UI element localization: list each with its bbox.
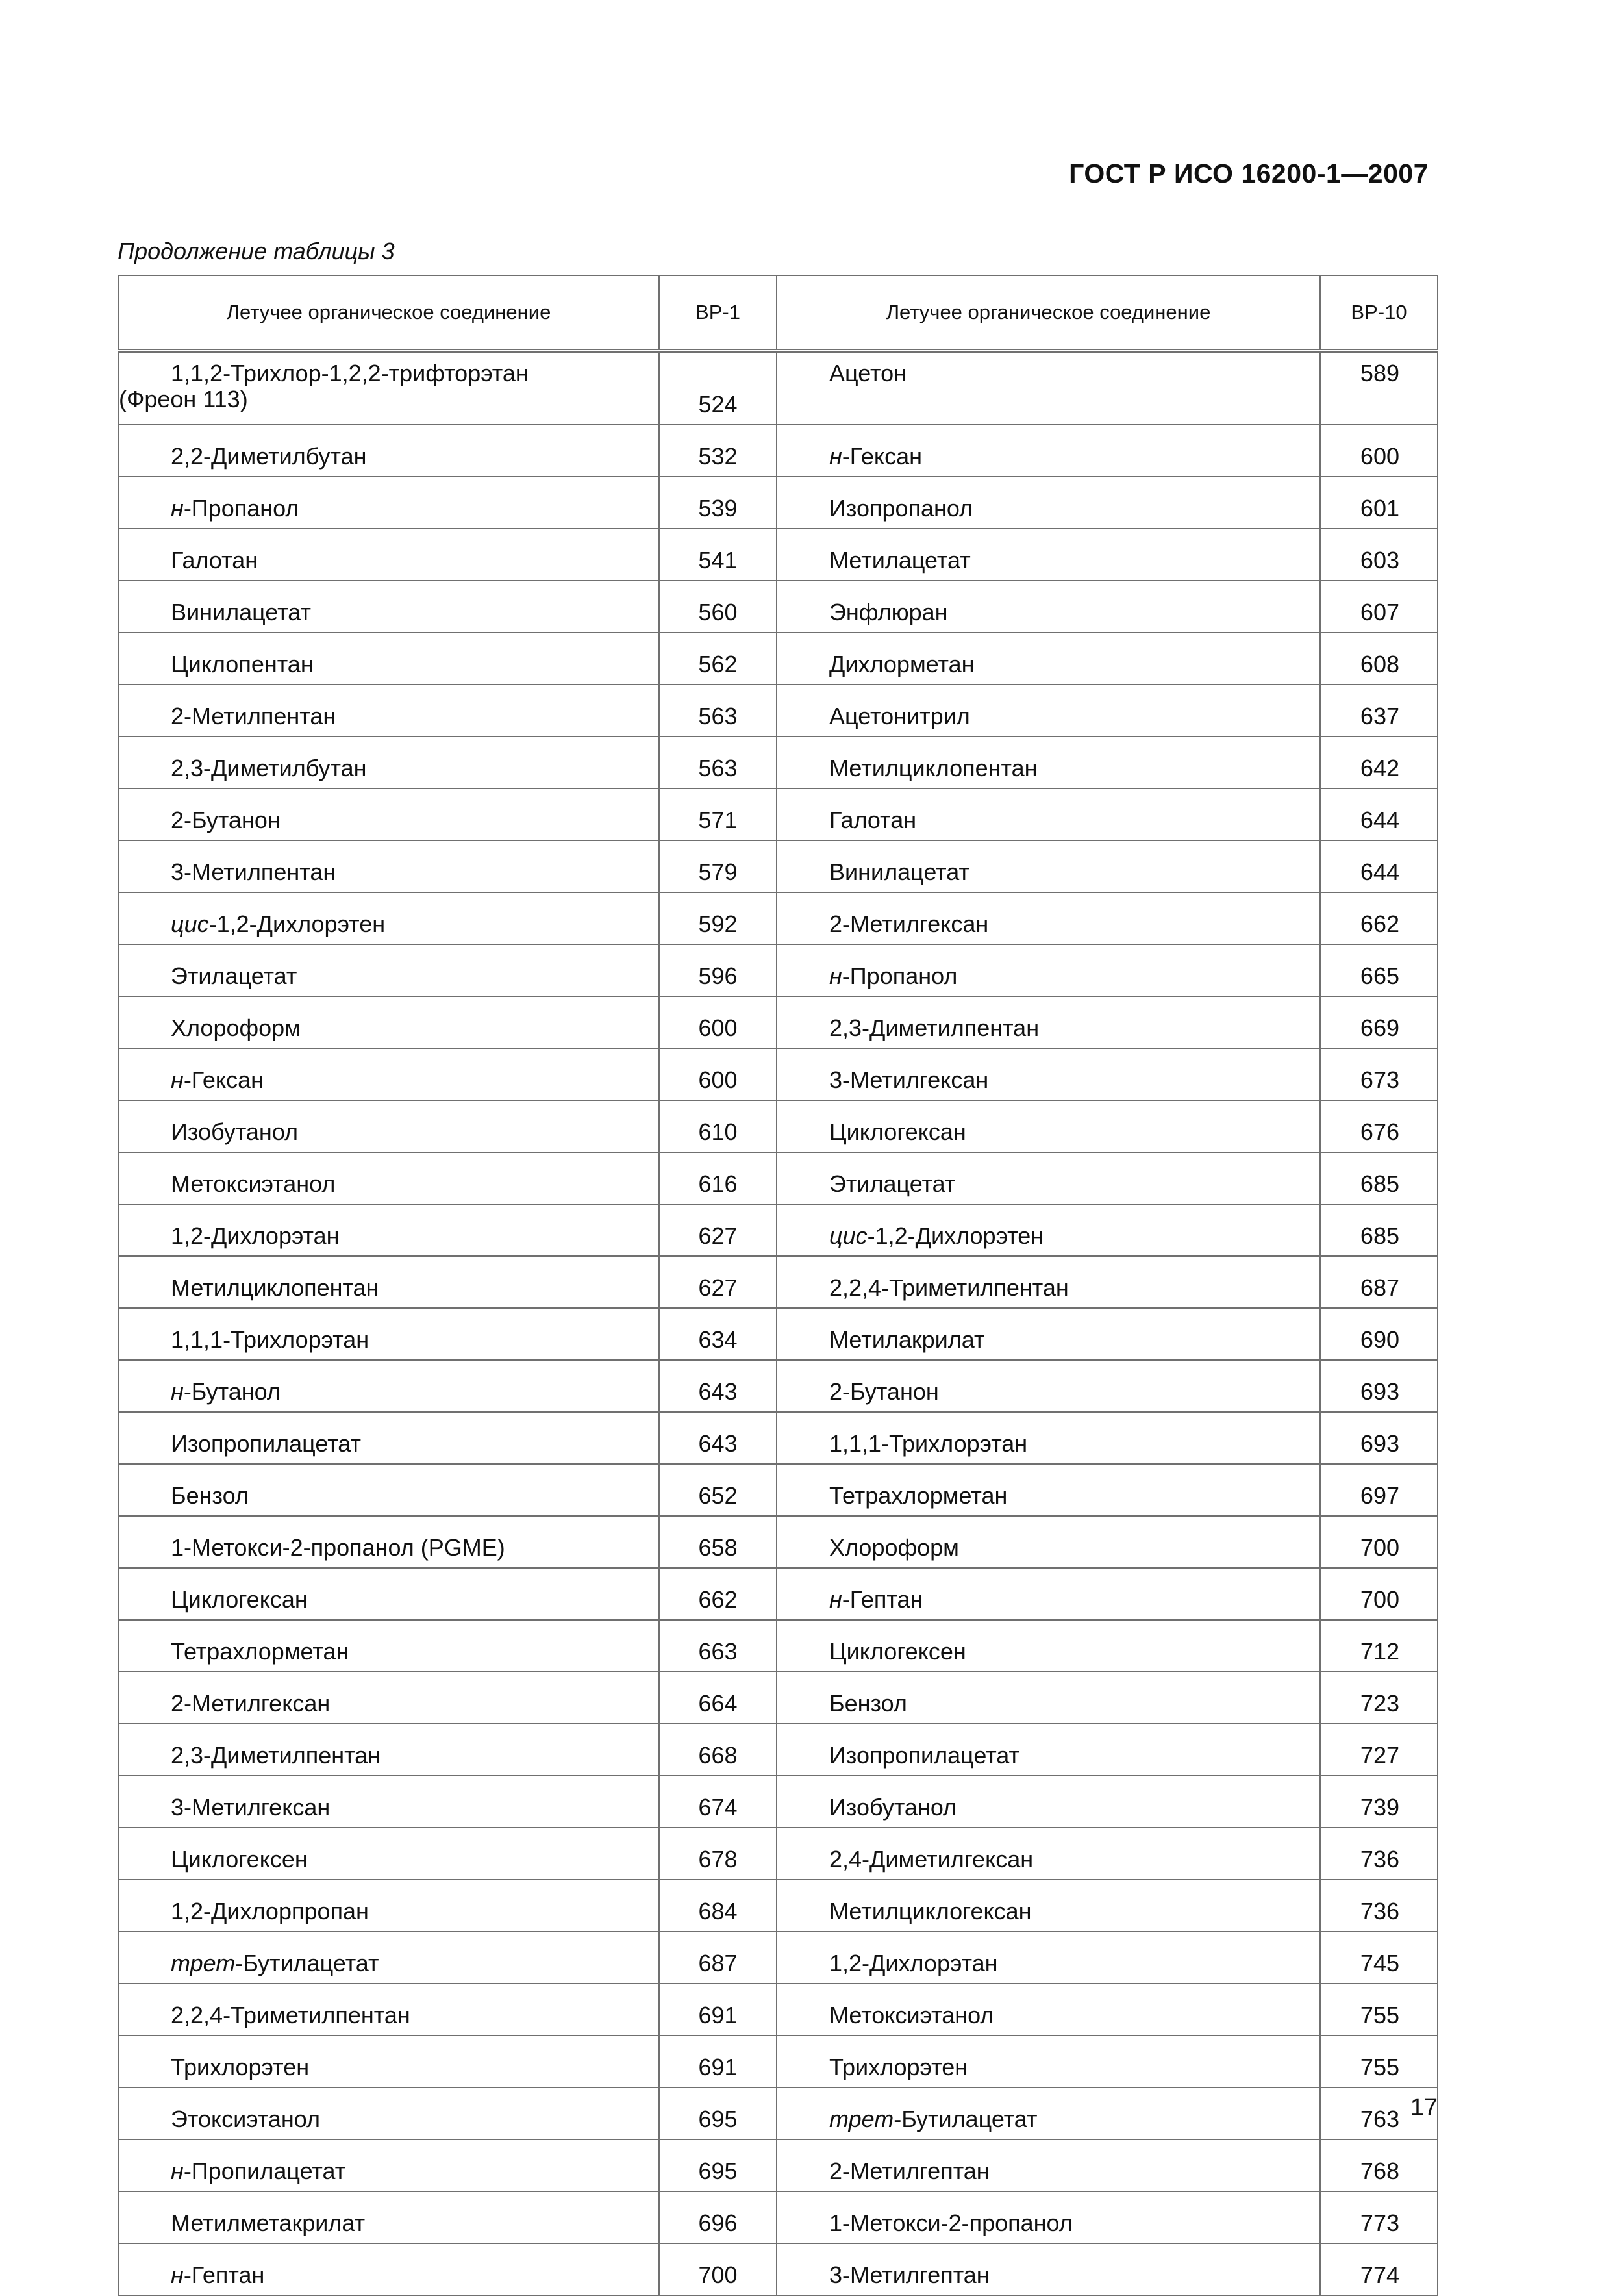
compound-name-left xyxy=(118,840,659,892)
bp1-value: 662 xyxy=(659,1568,777,1620)
table-row xyxy=(118,1516,1438,1568)
bp10-value: 736 xyxy=(1320,1828,1438,1880)
compound-label: -Бутилацетат xyxy=(894,2106,1038,2132)
bp10-value: 676 xyxy=(1320,1100,1438,1152)
compound-label: 1-Метокси-2-пропанол xyxy=(829,2210,1073,2236)
compound-name-right xyxy=(777,581,1320,633)
compound-name-left xyxy=(118,581,659,633)
bp1-value: 658 xyxy=(659,1516,777,1568)
bp1-value: 532 xyxy=(659,425,777,477)
compound-label: -1,2-Дихлорэтен xyxy=(208,911,386,937)
bp1-value: 563 xyxy=(659,737,777,788)
compound-name-right xyxy=(777,2088,1320,2139)
compound-label: Изопропилацетат xyxy=(829,1742,1020,1769)
bp1-value: 663 xyxy=(659,1620,777,1672)
compound-label: -Гептан xyxy=(842,1586,923,1613)
bp1-value: 596 xyxy=(659,944,777,996)
table-row xyxy=(118,1984,1438,2036)
bp10-value: 773 xyxy=(1320,2191,1438,2243)
bp10-value: 755 xyxy=(1320,2036,1438,2088)
compound-prefix: трет xyxy=(171,1950,236,1976)
bp1-value: 524 xyxy=(659,351,777,425)
compound-name-right xyxy=(777,1776,1320,1828)
table-row xyxy=(118,1204,1438,1256)
bp1-value: 634 xyxy=(659,1308,777,1360)
compound-name-right xyxy=(777,1984,1320,2036)
compound-name-left xyxy=(118,633,659,685)
bp10-value: 662 xyxy=(1320,892,1438,944)
compound-name-left xyxy=(118,1464,659,1516)
table-row xyxy=(118,1256,1438,1308)
table-row xyxy=(118,1464,1438,1516)
compound-name-left xyxy=(118,1672,659,1724)
compound-prefix: н xyxy=(829,443,842,470)
bp10-value: 768 xyxy=(1320,2139,1438,2191)
compound-name-left xyxy=(118,1620,659,1672)
bp1-value: 695 xyxy=(659,2088,777,2139)
compound-label: Хлороформ xyxy=(171,1015,301,1041)
compounds-table xyxy=(118,275,1438,2296)
bp10-value: 697 xyxy=(1320,1464,1438,1516)
bp10-value: 739 xyxy=(1320,1776,1438,1828)
compound-name-left xyxy=(118,737,659,788)
compound-label: 1,1,1-Трихлорэтан xyxy=(171,1326,369,1353)
bp10-value: 690 xyxy=(1320,1308,1438,1360)
table-row xyxy=(118,2243,1438,2295)
table-row xyxy=(118,1776,1438,1828)
bp10-value: 700 xyxy=(1320,1516,1438,1568)
compound-label: -Гептан xyxy=(183,2262,265,2288)
table-row xyxy=(118,1880,1438,1932)
compound-label: Бензол xyxy=(171,1482,249,1509)
compound-name-left xyxy=(118,1152,659,1204)
bp10-value: 607 xyxy=(1320,581,1438,633)
compound-name-left xyxy=(118,1204,659,1256)
compound-name-right xyxy=(777,2243,1320,2295)
compound-label: 1,2-Дихлорпропан xyxy=(171,1898,369,1924)
compound-label: 2,3-Диметилпентан xyxy=(171,1742,381,1769)
compound-label: -Гексан xyxy=(842,443,922,470)
bp1-value: 691 xyxy=(659,1984,777,2036)
bp10-value: 608 xyxy=(1320,633,1438,685)
column-header-bp10: BP-10 xyxy=(1320,275,1438,351)
table-row xyxy=(118,351,1438,425)
compound-prefix: цис xyxy=(829,1222,868,1249)
column-header-bp1: BP-1 xyxy=(659,275,777,351)
compound-label: 3-Метилгексан xyxy=(171,1794,331,1821)
bp10-value: 665 xyxy=(1320,944,1438,996)
compound-name-right xyxy=(777,1932,1320,1984)
compound-label: 2-Метилгексан xyxy=(829,911,989,937)
bp1-value: 600 xyxy=(659,1048,777,1100)
compound-name-left xyxy=(118,2139,659,2191)
compound-name-left xyxy=(118,529,659,581)
compound-name-right xyxy=(777,1620,1320,1672)
compound-name-right xyxy=(777,477,1320,529)
compound-label: Метилацетат xyxy=(829,547,971,574)
table-row xyxy=(118,2191,1438,2243)
compound-label: Метоксиэтанол xyxy=(829,2002,994,2028)
compound-label: Галотан xyxy=(829,807,917,833)
table-row xyxy=(118,1360,1438,1412)
compound-prefix: н xyxy=(171,1378,184,1405)
compound-label: -Бутанол xyxy=(183,1378,281,1405)
compound-name-left xyxy=(118,2191,659,2243)
bp10-value: 712 xyxy=(1320,1620,1438,1672)
compound-label: Изопропилацетат xyxy=(171,1430,362,1457)
compound-name-right xyxy=(777,1464,1320,1516)
compound-name-right xyxy=(777,633,1320,685)
compound-name-left xyxy=(118,1932,659,1984)
compound-name-right xyxy=(777,1516,1320,1568)
compound-label: 1,1,1-Трихлорэтан xyxy=(829,1430,1028,1457)
bp1-value: 600 xyxy=(659,996,777,1048)
compound-label: 1-Метокси-2-пропанол (PGME) xyxy=(171,1534,505,1561)
compound-name-left xyxy=(118,425,659,477)
bp1-value: 539 xyxy=(659,477,777,529)
compound-name-left xyxy=(118,1880,659,1932)
table-header-row xyxy=(118,275,1438,351)
bp10-value: 601 xyxy=(1320,477,1438,529)
compound-name-right xyxy=(777,1412,1320,1464)
compound-name-right xyxy=(777,892,1320,944)
compound-name-left xyxy=(118,1256,659,1308)
compound-prefix: н xyxy=(829,963,842,989)
compound-prefix: цис xyxy=(171,911,209,937)
compound-name-left xyxy=(118,944,659,996)
table-caption: Продолжение таблицы 3 xyxy=(118,238,395,264)
compound-label: 2,2,4-Триметилпентан xyxy=(829,1274,1069,1301)
compound-name-left xyxy=(118,1360,659,1412)
bp1-value: 616 xyxy=(659,1152,777,1204)
compound-label: Метилциклогексан xyxy=(829,1898,1032,1924)
compound-name-left xyxy=(118,1568,659,1620)
compound-name-right xyxy=(777,2191,1320,2243)
compound-name-right xyxy=(777,996,1320,1048)
compound-label: Циклогексан xyxy=(171,1586,308,1613)
compound-name-right xyxy=(777,1360,1320,1412)
bp10-value: 673 xyxy=(1320,1048,1438,1100)
compound-label: Метилакрилат xyxy=(829,1326,985,1353)
compound-name-right xyxy=(777,2139,1320,2191)
bp10-value: 685 xyxy=(1320,1152,1438,1204)
table-row xyxy=(118,1412,1438,1464)
compound-label: Бензол xyxy=(829,1690,907,1717)
bp1-value: 700 xyxy=(659,2243,777,2295)
compound-label: 2,2-Диметилбутан xyxy=(171,443,367,470)
table-row xyxy=(118,2088,1438,2139)
bp10-value: 774 xyxy=(1320,2243,1438,2295)
compound-label: Тетрахлорметан xyxy=(171,1638,349,1665)
compound-label: 2-Бутанон xyxy=(829,1378,939,1405)
table-row xyxy=(118,1568,1438,1620)
bp1-value: 684 xyxy=(659,1880,777,1932)
compound-name-left xyxy=(118,788,659,840)
table-row xyxy=(118,840,1438,892)
compound-name-left xyxy=(118,1516,659,1568)
compound-label: Циклогексен xyxy=(171,1846,308,1873)
bp10-value: 669 xyxy=(1320,996,1438,1048)
compound-label: Энфлюран xyxy=(829,599,948,625)
compound-prefix: н xyxy=(171,1066,184,1093)
bp10-value: 600 xyxy=(1320,425,1438,477)
compound-name-left xyxy=(118,892,659,944)
compound-name-left xyxy=(118,1100,659,1152)
bp1-value: 563 xyxy=(659,685,777,737)
table-row xyxy=(118,425,1438,477)
table-row xyxy=(118,1672,1438,1724)
bp10-value: 693 xyxy=(1320,1412,1438,1464)
compound-name-left xyxy=(118,1984,659,2036)
compound-label: Этилацетат xyxy=(171,963,297,989)
page-number: 17 xyxy=(1410,2094,1438,2121)
compound-name-right xyxy=(777,1672,1320,1724)
compound-label: Циклогексен xyxy=(829,1638,966,1665)
bp1-value: 696 xyxy=(659,2191,777,2243)
compound-label: -Бутилацетат xyxy=(235,1950,379,1976)
compound-label: -Пропанол xyxy=(842,963,958,989)
compound-name-left xyxy=(118,2243,659,2295)
bp1-value: 643 xyxy=(659,1412,777,1464)
compound-label: Этоксиэтанол xyxy=(171,2106,321,2132)
compound-name-left xyxy=(118,1724,659,1776)
table-row xyxy=(118,2139,1438,2191)
column-header-compound-right: Летучее органическое соединение xyxy=(777,275,1320,351)
table-row xyxy=(118,788,1438,840)
compound-prefix: н xyxy=(171,2158,184,2184)
compound-name-right xyxy=(777,840,1320,892)
bp10-value: 603 xyxy=(1320,529,1438,581)
compound-label: -Пропилацетат xyxy=(183,2158,346,2184)
compound-name-right xyxy=(777,1048,1320,1100)
compound-name-right xyxy=(777,2036,1320,2088)
compound-prefix: н xyxy=(171,2262,184,2288)
bp1-value: 579 xyxy=(659,840,777,892)
bp1-value: 541 xyxy=(659,529,777,581)
bp1-value: 695 xyxy=(659,2139,777,2191)
bp10-value: 755 xyxy=(1320,1984,1438,2036)
compound-name-left xyxy=(118,2036,659,2088)
table-row xyxy=(118,996,1438,1048)
compound-label: 2-Метилгексан xyxy=(171,1690,331,1717)
compound-name-right xyxy=(777,529,1320,581)
table-row xyxy=(118,477,1438,529)
compound-name-right xyxy=(777,1828,1320,1880)
compound-label: Дихлорметан xyxy=(829,651,975,677)
compound-label: Тетрахлорметан xyxy=(829,1482,1008,1509)
compound-label: Винилацетат xyxy=(829,859,969,885)
compound-name-left xyxy=(118,1308,659,1360)
bp1-value: 668 xyxy=(659,1724,777,1776)
bp10-value: 642 xyxy=(1320,737,1438,788)
compound-name-right xyxy=(777,425,1320,477)
bp10-value: 736 xyxy=(1320,1880,1438,1932)
compound-label: 2,3-Диметилпентан xyxy=(829,1015,1040,1041)
compound-name-line1: 1,1,2-Трихлор-1,2,2-трифторэтан xyxy=(171,360,529,386)
compound-name-right xyxy=(777,1152,1320,1204)
bp10-value: 644 xyxy=(1320,788,1438,840)
column-header-compound-left: Летучее органическое соединение xyxy=(118,275,659,351)
compound-name-right xyxy=(777,944,1320,996)
bp10-value: 644 xyxy=(1320,840,1438,892)
compound-label: 2,2,4-Триметилпентан xyxy=(171,2002,410,2028)
table-row xyxy=(118,633,1438,685)
compound-label: Этилацетат xyxy=(829,1170,956,1197)
compound-prefix: трет xyxy=(829,2106,894,2132)
bp1-value: 562 xyxy=(659,633,777,685)
table-row xyxy=(118,1620,1438,1672)
compound-name-right xyxy=(777,1100,1320,1152)
bp10-value: 723 xyxy=(1320,1672,1438,1724)
compound-name-left xyxy=(118,685,659,737)
compound-label: Метоксиэтанол xyxy=(171,1170,336,1197)
compound-label: 2-Метилгептан xyxy=(829,2158,990,2184)
compound-label: 1,2-Дихлорэтан xyxy=(829,1950,998,1976)
bp10-value: 745 xyxy=(1320,1932,1438,1984)
compound-label: 3-Метилпентан xyxy=(171,859,336,885)
compound-label: 3-Метилгептан xyxy=(829,2262,990,2288)
table-row xyxy=(118,737,1438,788)
compound-name-right xyxy=(777,1256,1320,1308)
table-row xyxy=(118,1152,1438,1204)
compound-label: Винилацетат xyxy=(171,599,311,625)
bp10-value: 589 xyxy=(1320,351,1438,425)
compound-label: -Гексан xyxy=(183,1066,264,1093)
bp1-value: 652 xyxy=(659,1464,777,1516)
table-row xyxy=(118,892,1438,944)
table-row xyxy=(118,685,1438,737)
bp1-value: 664 xyxy=(659,1672,777,1724)
table-row xyxy=(118,1724,1438,1776)
compound-name-right xyxy=(777,1204,1320,1256)
compound-label: 3-Метилгексан xyxy=(829,1066,989,1093)
compound-name-right xyxy=(777,1880,1320,1932)
compound-label: Циклопентан xyxy=(171,651,314,677)
compound-name-right xyxy=(777,1568,1320,1620)
bp10-value: 685 xyxy=(1320,1204,1438,1256)
compound-label: Ацетонитрил xyxy=(829,703,970,729)
compound-prefix: н xyxy=(171,495,184,522)
compound-name-line2: (Фреон 113) xyxy=(119,386,248,412)
compound-name-right: Ацетон xyxy=(777,351,1320,425)
compound-label: Метилметакрилат xyxy=(171,2210,366,2236)
compound-label: Галотан xyxy=(171,547,258,574)
compound-label: Хлороформ xyxy=(829,1534,959,1561)
bp1-value: 678 xyxy=(659,1828,777,1880)
compound-label: 1,2-Дихлорэтан xyxy=(171,1222,340,1249)
bp1-value: 643 xyxy=(659,1360,777,1412)
compound-name-right xyxy=(777,685,1320,737)
compound-name-left xyxy=(118,351,659,425)
bp10-value: 763 xyxy=(1320,2088,1438,2139)
compound-name-left xyxy=(118,1828,659,1880)
bp1-value: 691 xyxy=(659,2036,777,2088)
compound-label: -Пропанол xyxy=(183,495,299,522)
compound-label: Изобутанол xyxy=(171,1118,299,1145)
bp1-value: 592 xyxy=(659,892,777,944)
bp1-value: 560 xyxy=(659,581,777,633)
table-row xyxy=(118,1932,1438,1984)
compound-name-left xyxy=(118,1412,659,1464)
bp1-value: 610 xyxy=(659,1100,777,1152)
bp10-value: 700 xyxy=(1320,1568,1438,1620)
compound-label: Трихлорэтен xyxy=(829,2054,968,2080)
compound-label: 2-Метилпентан xyxy=(171,703,336,729)
table-row xyxy=(118,2036,1438,2088)
table-row xyxy=(118,581,1438,633)
bp1-value: 687 xyxy=(659,1932,777,1984)
compound-name-right xyxy=(777,1724,1320,1776)
compound-label: 2-Бутанон xyxy=(171,807,281,833)
bp1-value: 571 xyxy=(659,788,777,840)
compound-label: Трихлорэтен xyxy=(171,2054,310,2080)
compound-name-right xyxy=(777,1308,1320,1360)
compound-label: Метилциклопентан xyxy=(171,1274,379,1301)
compound-label: 2,3-Диметилбутан xyxy=(171,755,367,781)
compound-label: -1,2-Дихлорэтен xyxy=(867,1222,1044,1249)
compound-name-left xyxy=(118,1048,659,1100)
compound-name-right xyxy=(777,788,1320,840)
compound-name-left xyxy=(118,2088,659,2139)
bp1-value: 627 xyxy=(659,1256,777,1308)
compound-label: Изопропанол xyxy=(829,495,973,522)
compound-label: Метилциклопентан xyxy=(829,755,1038,781)
bp1-value: 674 xyxy=(659,1776,777,1828)
compound-label: 2,4-Диметилгексан xyxy=(829,1846,1034,1873)
compound-name-left xyxy=(118,1776,659,1828)
compound-name-left xyxy=(118,477,659,529)
table-row xyxy=(118,944,1438,996)
bp10-value: 637 xyxy=(1320,685,1438,737)
compound-prefix: н xyxy=(829,1586,842,1613)
compound-label: Циклогексан xyxy=(829,1118,966,1145)
bp10-value: 687 xyxy=(1320,1256,1438,1308)
table-row xyxy=(118,1308,1438,1360)
compound-name-right xyxy=(777,737,1320,788)
table-row xyxy=(118,1048,1438,1100)
bp10-value: 727 xyxy=(1320,1724,1438,1776)
table-row xyxy=(118,1100,1438,1152)
bp1-value: 627 xyxy=(659,1204,777,1256)
table-row xyxy=(118,529,1438,581)
bp10-value: 693 xyxy=(1320,1360,1438,1412)
document-title: ГОСТ Р ИСО 16200-1—2007 xyxy=(1069,158,1429,188)
table-row xyxy=(118,1828,1438,1880)
compound-name-left xyxy=(118,996,659,1048)
compound-label: Изобутанол xyxy=(829,1794,957,1821)
